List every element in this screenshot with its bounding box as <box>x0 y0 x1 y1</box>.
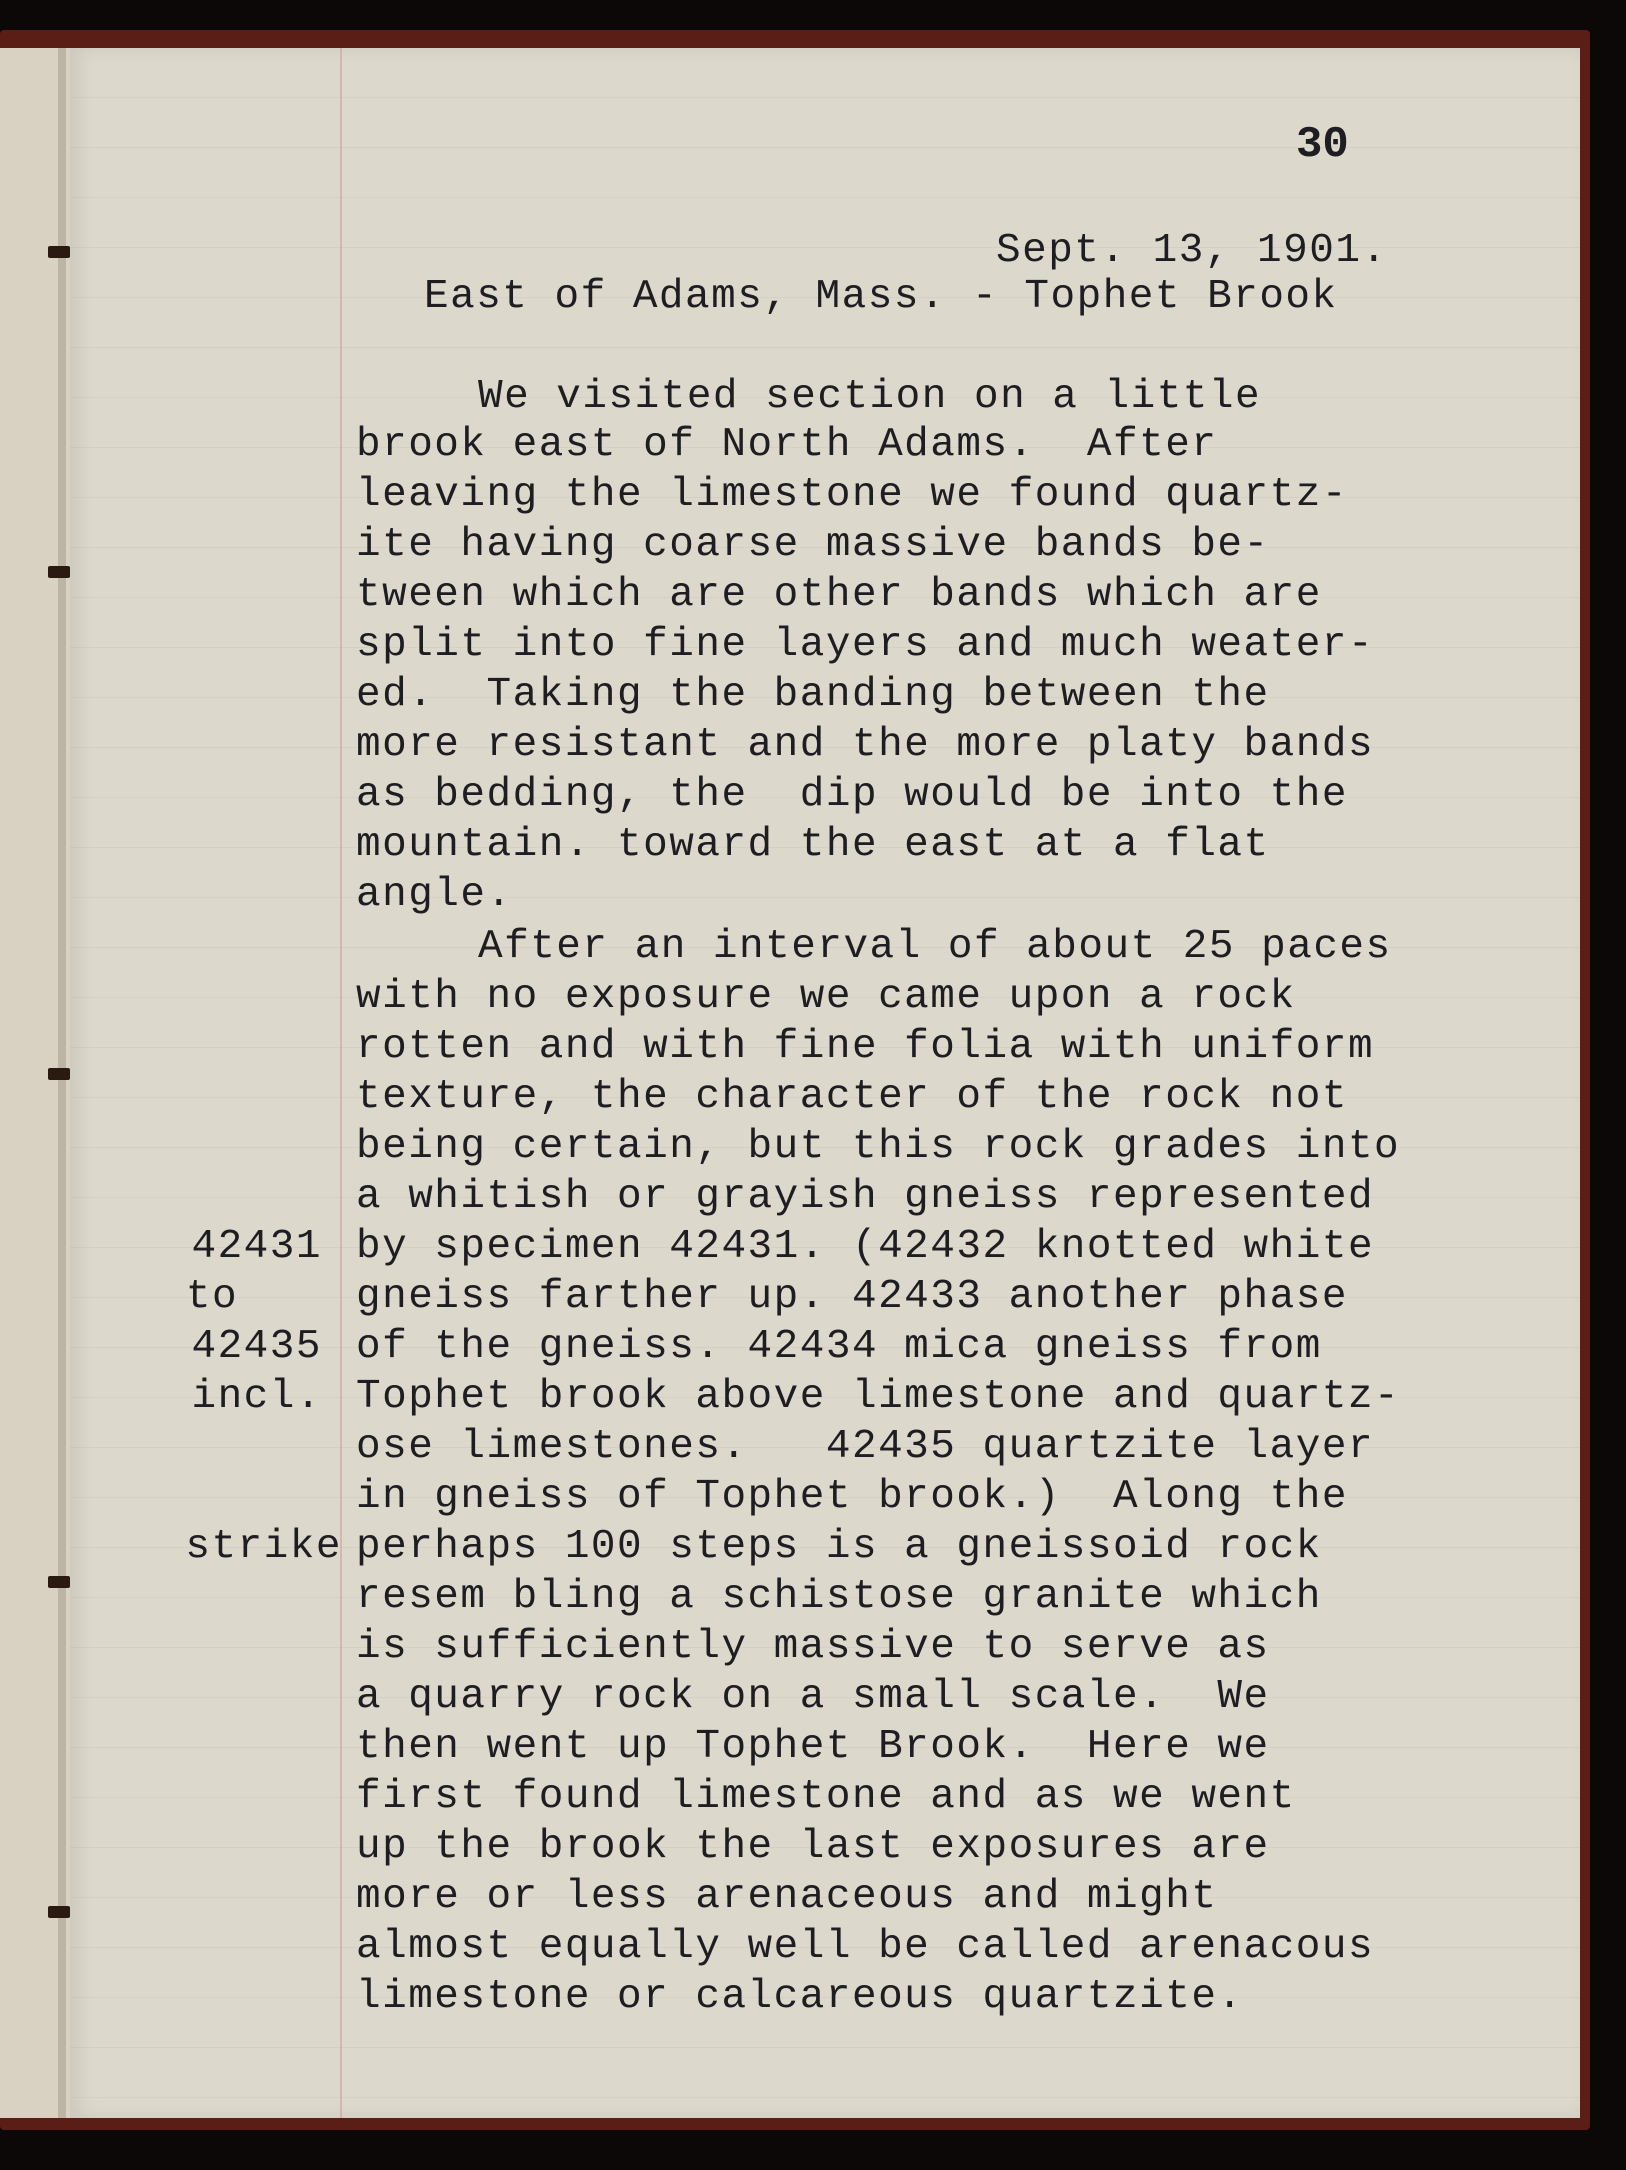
text-line: perhaps 100 steps is a gneissoid rock <box>356 1524 1322 1570</box>
text-line: in gneiss of Tophet brook.) Along the <box>356 1474 1348 1520</box>
binding-thread <box>48 246 70 258</box>
binding-thread <box>48 566 70 578</box>
margin-rule-line <box>340 48 342 2118</box>
entry-date: Sept. 13, 1901. <box>996 228 1388 274</box>
text-line: Tophet brook above limestone and quartz- <box>356 1374 1401 1420</box>
text-line: is sufficiently massive to serve as <box>356 1624 1270 1670</box>
text-line: mountain. toward the east at a flat <box>356 822 1270 868</box>
book-gutter <box>58 48 66 2118</box>
text-line: a whitish or grayish gneiss represented <box>356 1174 1375 1220</box>
text-line: more resistant and the more platy bands <box>356 722 1375 768</box>
margin-specimen-start: 42431 <box>191 1224 322 1270</box>
text-line: gneiss farther up. 42433 another phase <box>356 1274 1348 1320</box>
margin-strike-word: strike <box>185 1524 342 1570</box>
text-line: with no exposure we came upon a rock <box>356 974 1296 1020</box>
margin-specimen-incl: incl. <box>191 1374 322 1420</box>
binding-thread <box>48 1576 70 1588</box>
margin-specimen-end: 42435 <box>191 1324 322 1370</box>
text-line: split into fine layers and much weater- <box>356 622 1375 668</box>
text-line: ite having coarse massive bands be- <box>356 522 1270 568</box>
text-line: a quarry rock on a small scale. We <box>356 1674 1270 1720</box>
entry-location: East of Adams, Mass. - Tophet Brook <box>424 274 1338 320</box>
text-line: up the brook the last exposures are <box>356 1824 1270 1870</box>
text-line: resem bling a schistose granite which <box>356 1574 1322 1620</box>
text-line: then went up Tophet Brook. Here we <box>356 1724 1270 1770</box>
text-line: We visited section on a little <box>478 374 1262 420</box>
text-line: more or less arenaceous and might <box>356 1874 1218 1920</box>
text-line: After an interval of about 25 paces <box>478 924 1392 970</box>
text-line: brook east of North Adams. After <box>356 422 1218 468</box>
binding-thread <box>48 1068 70 1080</box>
text-line: texture, the character of the rock not <box>356 1074 1348 1120</box>
text-line: limestone or calcareous quartzite. <box>356 1974 1244 2020</box>
text-line: ose limestones. 42435 quartzite layer <box>356 1424 1375 1470</box>
margin-specimen-to: to <box>185 1274 239 1320</box>
text-line: angle. <box>356 872 513 918</box>
text-line: ed. Taking the banding between the <box>356 672 1270 718</box>
text-line: of the gneiss. 42434 mica gneiss from <box>356 1324 1322 1370</box>
text-line: by specimen 42431. (42432 knotted white <box>356 1224 1375 1270</box>
text-line: leaving the limestone we found quartz- <box>356 472 1348 518</box>
text-line: rotten and with fine folia with uniform <box>356 1024 1375 1070</box>
text-line: as bedding, the dip would be into the <box>356 772 1348 818</box>
text-line: first found limestone and as we went <box>356 1774 1296 1820</box>
binding-thread <box>48 1906 70 1918</box>
page-number: 30 <box>1296 120 1349 170</box>
text-line: tween which are other bands which are <box>356 572 1322 618</box>
text-line: almost equally well be called arenacous <box>356 1924 1375 1970</box>
text-line: being certain, but this rock grades into <box>356 1124 1401 1170</box>
